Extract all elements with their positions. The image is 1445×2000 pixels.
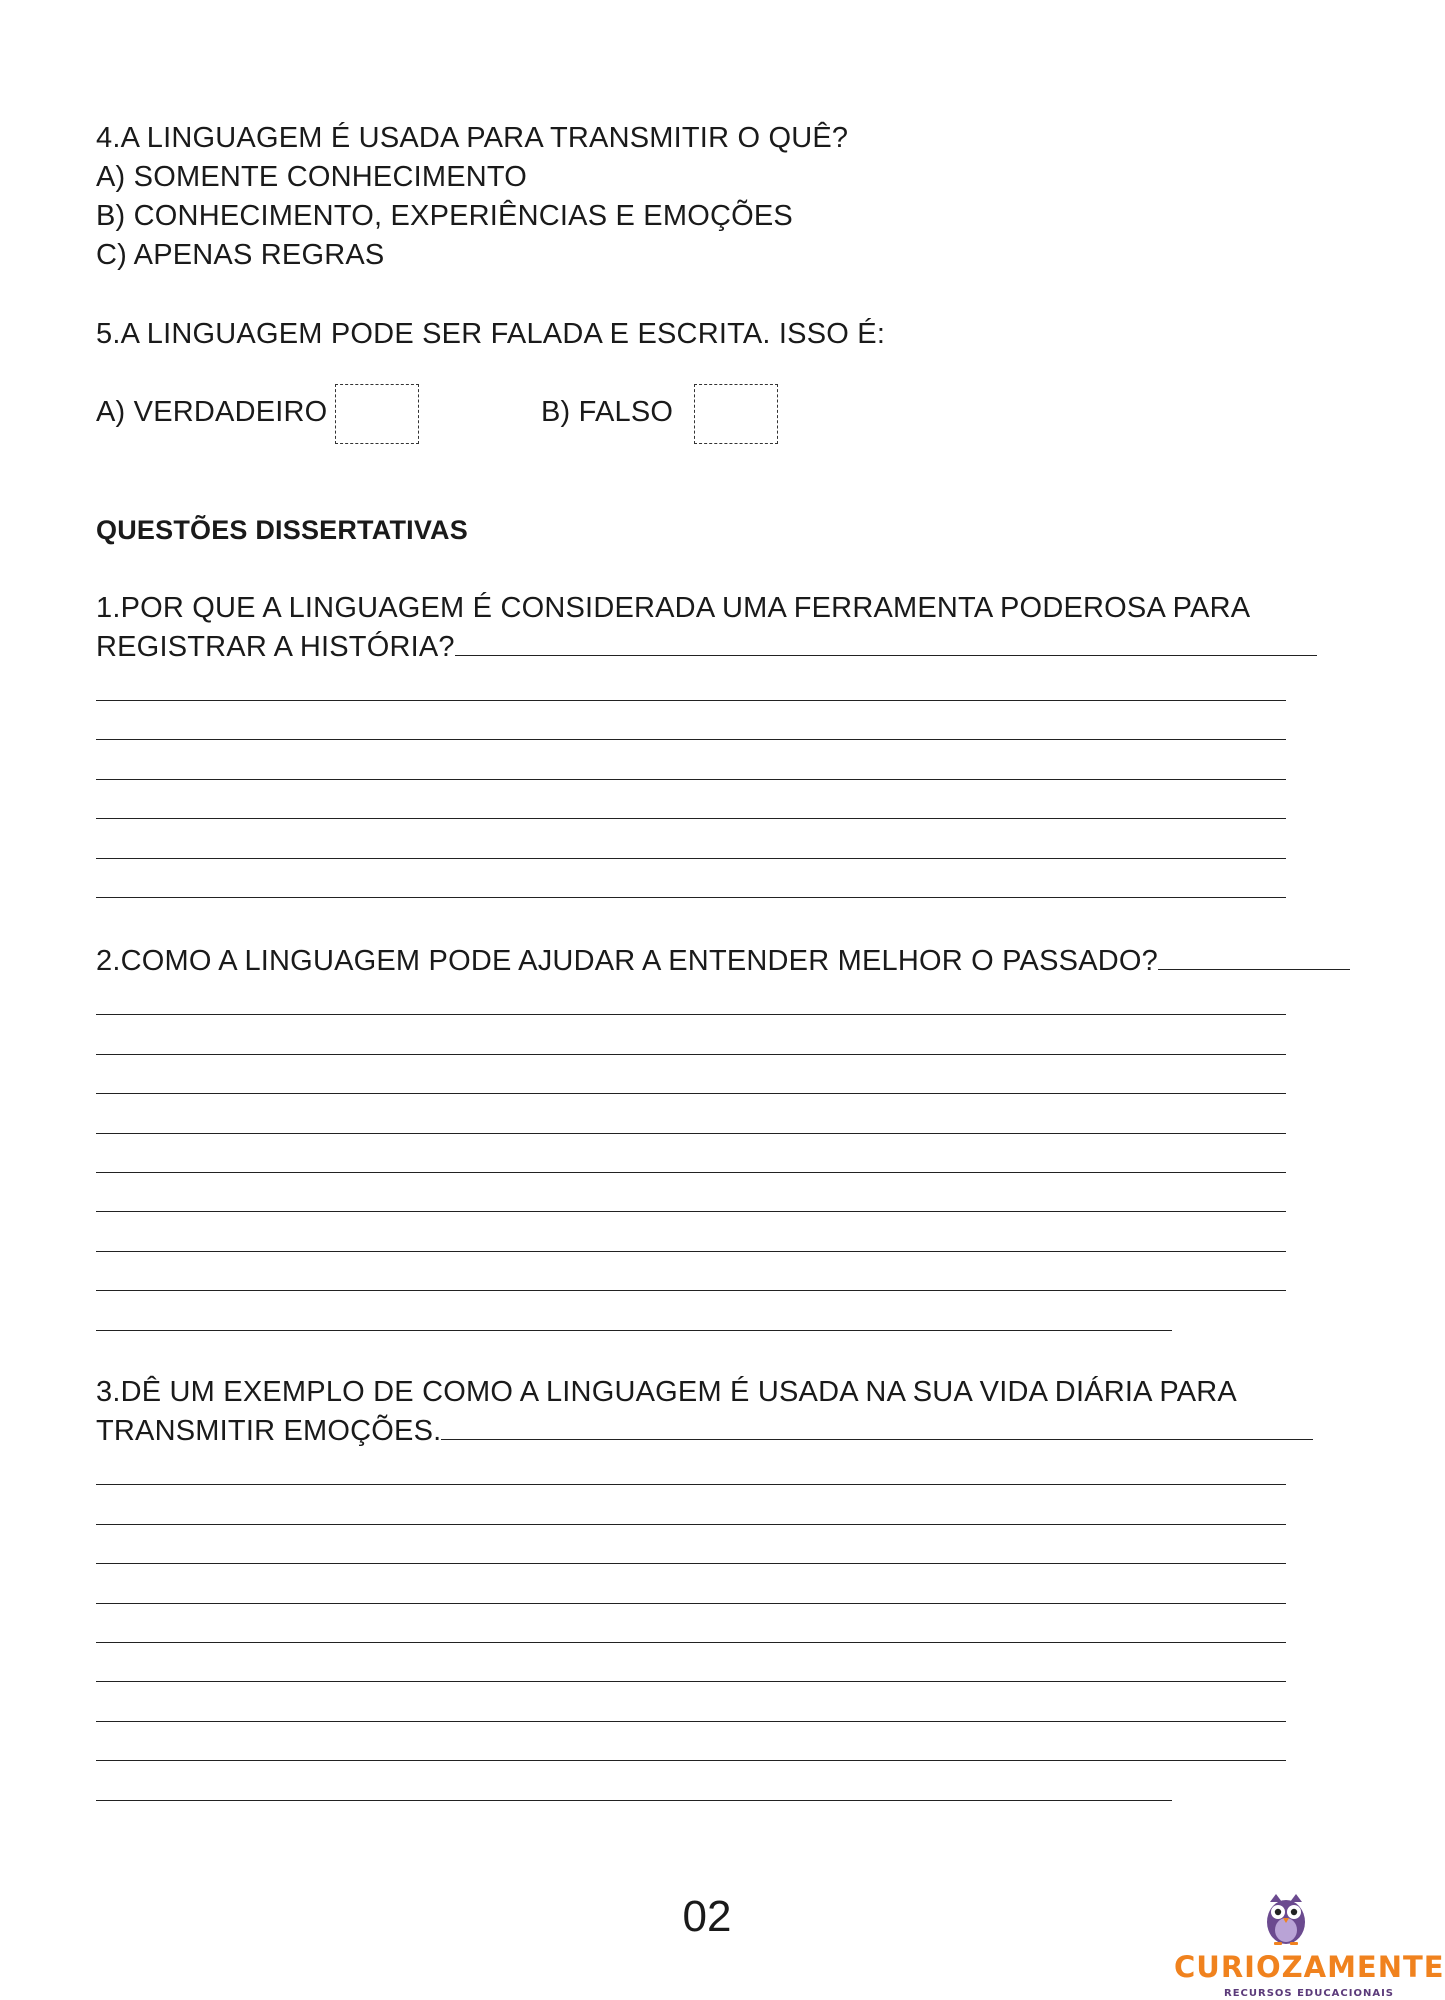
question-5-option-b: B) FALSO: [541, 396, 674, 428]
section-title: QUESTÕES DISSERTATIVAS: [96, 515, 468, 545]
answer-line[interactable]: [96, 1721, 1286, 1722]
answer-line[interactable]: [96, 1484, 1286, 1485]
answer-line[interactable]: [96, 1760, 1286, 1761]
answer-line[interactable]: [441, 1413, 1313, 1440]
answer-line[interactable]: [96, 897, 1286, 898]
answer-line[interactable]: [96, 1211, 1286, 1212]
essay-question-1-line2: [96, 629, 1317, 665]
answer-line[interactable]: [96, 1133, 1286, 1134]
answer-line[interactable]: [96, 1251, 1286, 1252]
question-4-option-a: A) SOMENTE CONHECIMENTO: [96, 161, 528, 193]
page-number: 02: [682, 1892, 732, 1941]
answer-line[interactable]: [96, 1681, 1286, 1682]
logo-name: CURIOZAMENTE: [1174, 1950, 1445, 1984]
owl-icon: [1262, 1892, 1310, 1946]
answer-line[interactable]: [96, 1642, 1286, 1643]
answer-line[interactable]: [96, 1093, 1286, 1094]
question-5-text: 5.A LINGUAGEM PODE SER FALADA E ESCRITA. ISSO É:: [96, 318, 886, 350]
worksheet-page: [96, 0, 1286, 2000]
answer-line[interactable]: [96, 1290, 1286, 1291]
logo-tagline: RECURSOS EDUCACIONAIS: [1224, 1988, 1394, 1999]
answer-line[interactable]: [96, 739, 1286, 740]
answer-line[interactable]: [96, 1800, 1172, 1801]
question-4-option-b: B) CONHECIMENTO, EXPERIÊNCIAS E EMOÇÕES: [96, 200, 793, 232]
question-4-option-c: C) APENAS REGRAS: [96, 239, 385, 271]
essay-question-2-line1: [96, 943, 1350, 979]
answer-line[interactable]: [96, 1524, 1286, 1525]
essay-question-1-text: REGISTRAR A HISTÓRIA?: [96, 631, 455, 663]
brand-logo: [1174, 1892, 1445, 2000]
question-4-text: 4.A LINGUAGEM É USADA PARA TRANSMITIR O QUÊ?: [96, 122, 849, 154]
answer-line[interactable]: [1158, 943, 1350, 970]
answer-box-false[interactable]: [694, 384, 778, 444]
essay-question-3-line1: 3.DÊ UM EXEMPLO DE COMO A LINGUAGEM É USADA NA SUA VIDA DIÁRIA PARA: [96, 1376, 1237, 1408]
answer-line[interactable]: [96, 700, 1286, 701]
answer-line[interactable]: [96, 1054, 1286, 1055]
question-5-option-a: A) VERDADEIRO: [96, 396, 328, 428]
answer-line[interactable]: [96, 1172, 1286, 1173]
essay-question-1-line1: 1.POR QUE A LINGUAGEM É CONSIDERADA UMA FERRAMENTA PODEROSA PARA: [96, 592, 1251, 624]
answer-line[interactable]: [96, 1563, 1286, 1564]
answer-line[interactable]: [455, 629, 1317, 656]
answer-line[interactable]: [96, 1603, 1286, 1604]
answer-line[interactable]: [96, 1014, 1286, 1015]
answer-line[interactable]: [96, 1330, 1172, 1331]
answer-box-true[interactable]: [335, 384, 419, 444]
answer-line[interactable]: [96, 779, 1286, 780]
essay-question-2-text: 2.COMO A LINGUAGEM PODE AJUDAR A ENTENDER MELHOR O PASSADO?: [96, 945, 1158, 977]
essay-question-3-text: TRANSMITIR EMOÇÕES.: [96, 1415, 442, 1447]
essay-question-3-line2: [96, 1413, 1313, 1449]
answer-line[interactable]: [96, 858, 1286, 859]
answer-line[interactable]: [96, 818, 1286, 819]
